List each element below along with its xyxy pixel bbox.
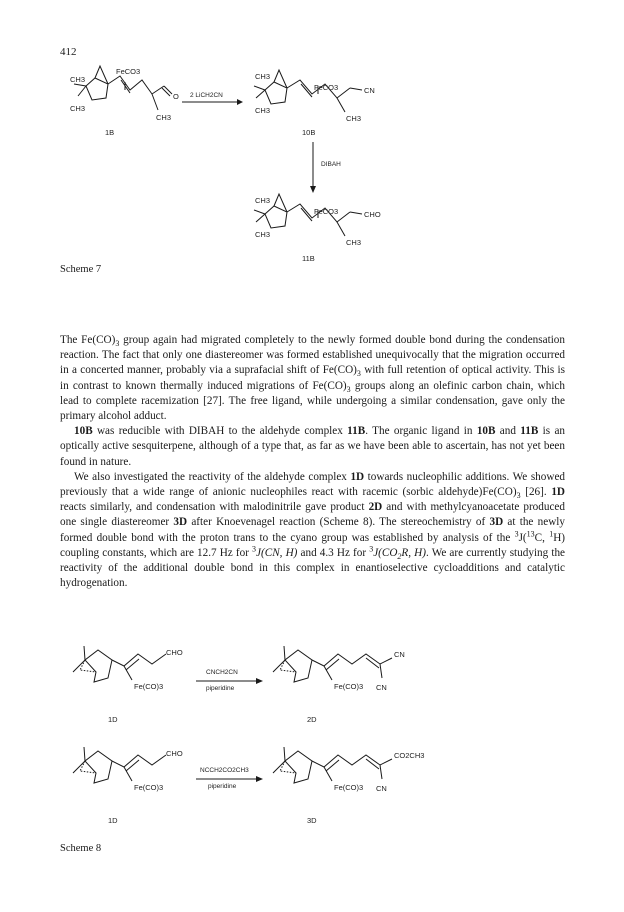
fe-label: FeCO3 <box>314 207 339 216</box>
ch3-label: CH3 <box>346 114 362 123</box>
text-segment: is an optically active sesquiterpene, although of a type that, as far as we have been able to ascertain, has not yet been found in nature. <box>60 425 566 468</box>
text-segment: 11B <box>347 425 366 438</box>
text-segment: and with methylcyanoacetate produced one single diastereomer <box>60 501 565 529</box>
fe-label: FeCO3 <box>116 67 141 76</box>
text-segment: J( <box>518 531 527 544</box>
nitrile-label: CN <box>376 683 387 692</box>
text-segment: 3 <box>514 528 519 538</box>
carbonyl-o-label: O <box>173 92 179 101</box>
compound-2D <box>273 646 405 724</box>
text-segment: R, H) <box>401 546 426 559</box>
ch3-label: CH3 <box>156 113 172 122</box>
reaction-arrow-row1 <box>196 669 263 692</box>
text-segment: 3D <box>489 516 504 529</box>
text-segment: 3D <box>173 516 188 529</box>
text-segment: 3 <box>356 369 361 379</box>
text-segment: after Knoevenagel reaction (Scheme 8). The stereochemistry of <box>187 516 490 529</box>
scheme-7-caption: Scheme 7 <box>60 264 102 275</box>
text-segment: groups along an olefinic carbon chain, which lead to complete racemization [27]. The free ligand, while undergoing a similar condensation, gave only the primary alcohol adduct. <box>60 379 565 423</box>
text-segment: and 4.3 Hz for <box>297 546 370 559</box>
nitrile-label: CN <box>376 784 387 793</box>
text-segment: . The organic ligand in <box>365 425 477 438</box>
text-segment: The Fe(CO) <box>60 334 116 346</box>
ch3-label: CH3 <box>346 238 362 247</box>
text-segment: J(CN, H) <box>256 546 298 559</box>
text-segment: was reducible with DIBAH to the aldehyde complex <box>92 425 348 438</box>
fe-label: Fe(CO)3 <box>134 682 164 691</box>
reagent-label: 2 LiCH2CN <box>190 92 223 99</box>
reaction-arrow-row2 <box>196 767 263 790</box>
text-segment: and <box>495 425 521 438</box>
text-segment: 3 <box>369 544 374 554</box>
aldehyde-label: CHO <box>166 749 183 758</box>
me-top-label: CH3 <box>255 72 271 81</box>
compound-label: 11B <box>302 254 315 263</box>
text-segment: 1D <box>551 486 565 499</box>
text-segment: 3 <box>115 339 120 349</box>
text-segment: 10B <box>476 425 496 438</box>
text-segment: . We are currently studying the reactivity of the additional double bond in this complex in enantioselective cycloadditions and catalytic hydrogenation. <box>60 546 566 590</box>
compound-label: 2D <box>307 715 317 724</box>
text-segment: J(CO <box>373 546 398 559</box>
reagent-top-label: NCCH2CO2CH3 <box>200 767 249 774</box>
nitrile-label: CN <box>394 650 405 659</box>
scheme-8-caption: Scheme 8 <box>60 843 102 854</box>
text-segment: H) coupling constants, which are 12.7 Hz for <box>60 531 565 559</box>
fe-label: Fe(CO)3 <box>134 783 164 792</box>
text-segment: 11B <box>520 425 539 438</box>
me-top-label: CH3 <box>70 75 86 84</box>
text-segment: towards nucleophilic additions. We showed previously that a wide range of anionic nucleophiles react with racemic (sorbic aldehyde)Fe(CO) <box>60 470 565 499</box>
page-number: 412 <box>60 46 77 58</box>
fe-label: Fe(CO)3 <box>334 783 364 792</box>
aldehyde-label: CHO <box>166 648 183 657</box>
aldehyde-label: CHO <box>364 210 381 219</box>
text-segment: 1D <box>350 470 365 483</box>
nitrile-label: CN <box>364 86 375 95</box>
me-bottom-label: CH3 <box>70 104 86 113</box>
text-segment: 2D <box>368 501 383 514</box>
text-segment: with full retention of optical activity. This is in contrast to known thermally induced migrations of Fe(CO) <box>60 364 565 392</box>
me-bottom-label: CH3 <box>255 106 271 115</box>
text-segment: 3 <box>346 384 351 394</box>
me-top-label: CH3 <box>255 196 271 205</box>
compound-label: 10B <box>302 128 316 137</box>
text-segment: group again had migrated completely to the newly formed double bond during the condensation reaction. The fact that only one diastereomer was formed established unequivocally that the migration occurred in a concerted manner, probably via a suprafacial shift of Fe(CO) <box>60 334 565 377</box>
text-segment: 3 <box>516 491 521 501</box>
compound-1D-row2 <box>73 747 183 825</box>
text-segment: [26]. <box>520 486 552 499</box>
ester-label: CO2CH3 <box>394 751 425 760</box>
fe-label: Fe(CO)3 <box>334 682 364 691</box>
text-segment: reacts similarly, and condensation with malodinitrile gave product <box>60 501 369 514</box>
reagent-top-label: CNCH2CN <box>206 669 238 676</box>
text-segment: 10B <box>74 425 93 438</box>
reagent-bottom-label: piperidine <box>206 685 235 692</box>
compound-label: 3D <box>307 816 317 825</box>
text-segment: 2 <box>397 552 402 562</box>
me-bottom-label: CH3 <box>255 230 271 239</box>
reagent-bottom-label: piperidine <box>208 783 237 790</box>
compound-3D <box>273 747 424 825</box>
text-segment: at the newly formed double bond with the proton trans to the cyano group was established by analysis of the <box>60 516 565 544</box>
text-segment: 13 <box>526 528 535 538</box>
text-segment: We also investigated the reactivity of the aldehyde complex <box>74 470 351 483</box>
text-segment: 1 <box>549 528 554 538</box>
text-segment: 3 <box>252 544 257 554</box>
compound-label: 1B <box>105 128 115 137</box>
fe-label: FeCO3 <box>314 83 339 92</box>
reagent-label: DIBAH <box>321 161 341 168</box>
compound-label: 1D <box>108 715 118 724</box>
text-segment: C, <box>534 531 550 544</box>
compound-label: 1D <box>108 816 118 825</box>
compound-1D-row1 <box>73 646 183 724</box>
